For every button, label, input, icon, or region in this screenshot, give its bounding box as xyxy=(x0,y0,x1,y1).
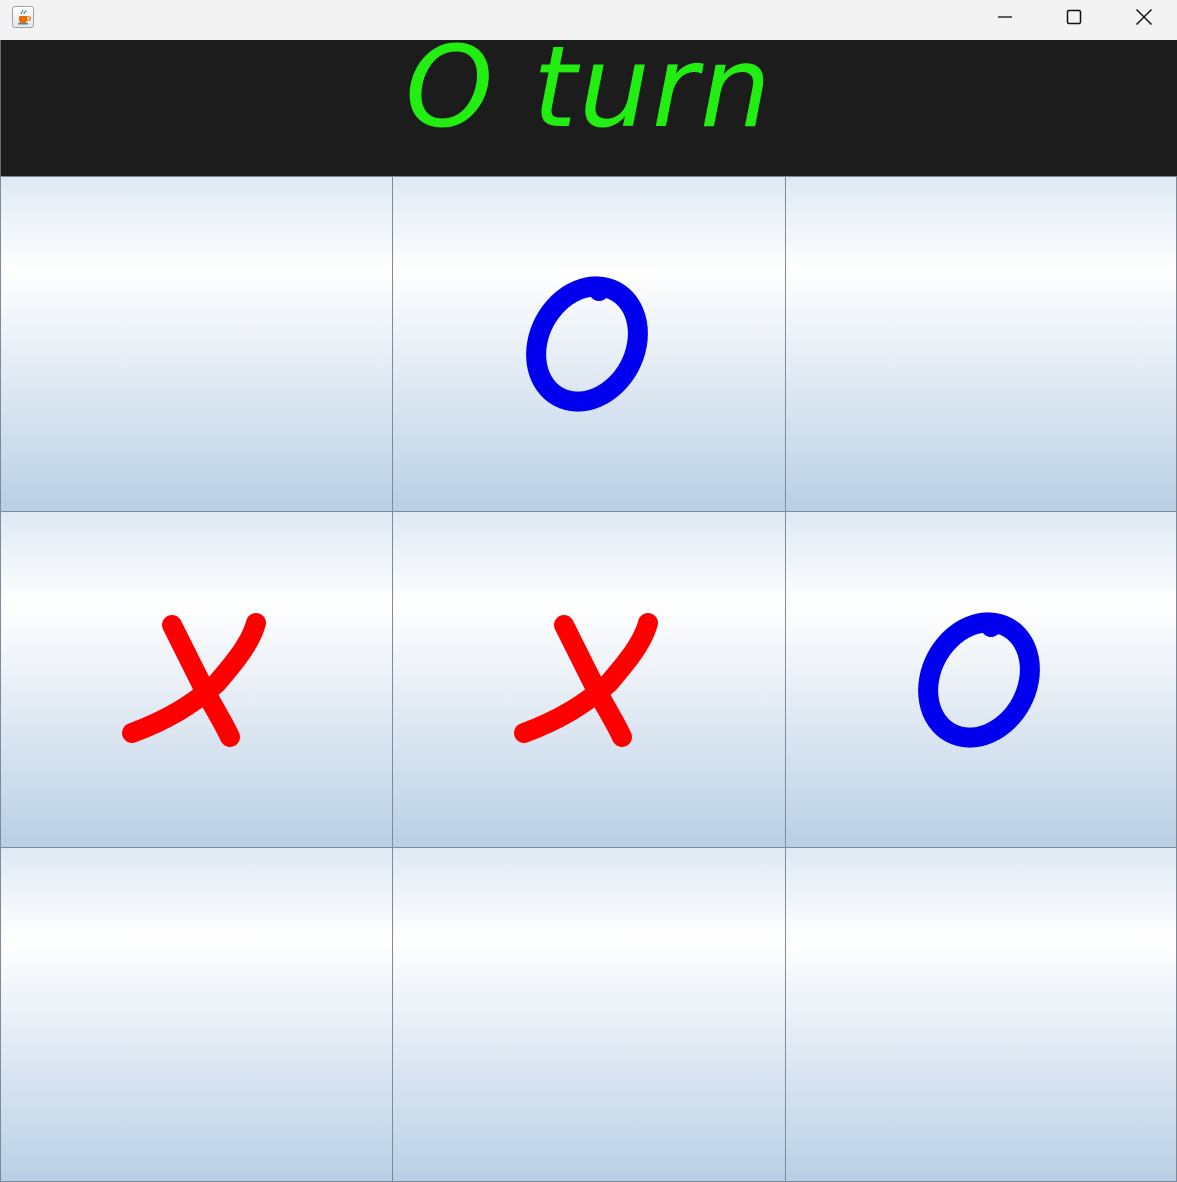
board-cell-r1-c2[interactable] xyxy=(392,176,786,512)
board-cell-r3-c2[interactable] xyxy=(392,847,786,1182)
o-mark-icon xyxy=(916,610,1046,750)
close-button[interactable] xyxy=(1109,0,1177,34)
maximize-icon xyxy=(1066,9,1082,25)
board-cell-r2-c2[interactable] xyxy=(392,511,786,848)
close-icon xyxy=(1135,8,1153,26)
minimize-button[interactable] xyxy=(970,0,1040,34)
board-cell-r1-c3[interactable] xyxy=(785,176,1177,512)
java-cup-icon[interactable] xyxy=(12,6,34,28)
minimize-icon xyxy=(997,9,1013,25)
board-cell-r3-c1[interactable] xyxy=(0,847,393,1182)
board-cell-r1-c1[interactable] xyxy=(0,176,393,512)
o-mark-icon xyxy=(524,274,654,414)
turn-header xyxy=(0,40,1177,176)
game-board xyxy=(0,176,1177,1182)
title-bar[interactable] xyxy=(0,0,1177,40)
x-mark-icon xyxy=(122,605,272,755)
x-mark-icon xyxy=(514,605,664,755)
board-cell-r3-c3[interactable] xyxy=(785,847,1177,1182)
board-cell-r2-c3[interactable] xyxy=(785,511,1177,848)
turn-label: O turn xyxy=(405,40,773,153)
maximize-button[interactable] xyxy=(1039,0,1109,34)
board-cell-r2-c1[interactable] xyxy=(0,511,393,848)
